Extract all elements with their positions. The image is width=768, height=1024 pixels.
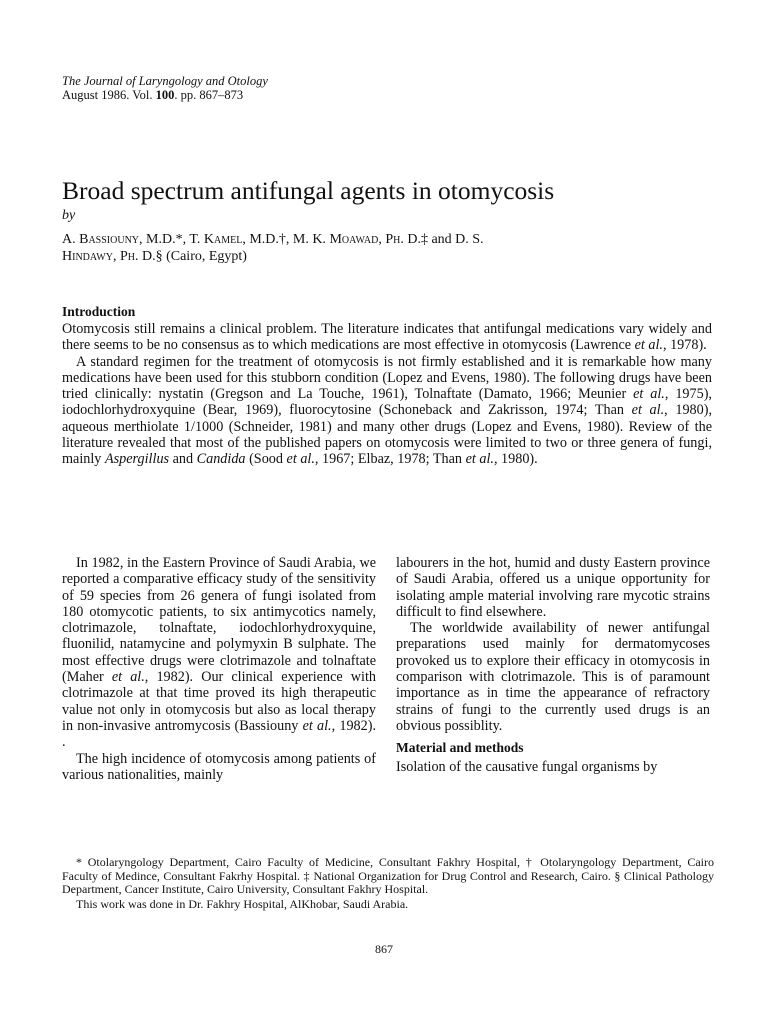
paragraph — [62, 354, 712, 468]
journal-header — [62, 74, 268, 102]
page-number: 867 — [375, 942, 393, 956]
text-run: and — [169, 451, 197, 468]
italic-text: et al. — [465, 451, 494, 468]
volume-number: 100 — [155, 88, 175, 102]
article-title: Broad spectrum antifungal agents in otomycosis — [62, 176, 555, 205]
author-name: Kamel — [203, 232, 243, 247]
author-name: Moawad — [329, 232, 379, 247]
author-text: A. — [62, 232, 80, 247]
italic-text: et al. — [111, 669, 145, 686]
journal-issue — [62, 88, 268, 102]
journal-name: The Journal of Laryngology and Otology — [62, 74, 268, 88]
page-range: . pp. 867–873 — [174, 88, 244, 102]
issue-date: August 1986. Vol. — [62, 88, 156, 102]
author-text: , M.D.†, M. K. — [242, 232, 330, 247]
italic-text: et al. — [634, 337, 663, 354]
section-heading: Introduction — [62, 304, 136, 319]
paragraph: Isolation of the causative fungal organisms by — [396, 759, 658, 776]
text-run: , 1967; Elbaz, 1978; Than — [314, 451, 466, 468]
author-degree: Ph — [385, 232, 401, 247]
author-text: , — [112, 248, 120, 264]
author-degree: Ph — [119, 248, 135, 264]
text-run: , 1975), iodochlorhydroxyquine (Bear, 1969), fluorocytosine (Schoneback and Zakrisson, 1974; Than — [62, 386, 712, 419]
left-column — [62, 555, 376, 783]
introduction-section — [62, 304, 712, 468]
paragraph: The worldwide availability of newer antifungal preparations used mainly for dermatomycoses provoked us to explore their efficacy in otomycosis in comparison with clotrimazole. This is of paramount importance as in time the appearance of refractory strains of fungi to the currently used drugs is an obvious possiblity. — [396, 620, 710, 734]
text-run: A standard regimen for the treatment of otomycosis is not firmly established and it is remarkable how many medications have been used for this stubborn condition (Lopez and Evens, 1980). The following drugs have been tried clinically: nystatin (Gregson and La Touche, 1961), Tolnaftate (Damato, 1966; Meunier — [62, 353, 712, 403]
footnotes — [62, 856, 714, 911]
footnote: * Otolaryngology Department, Cairo Faculty of Medicine, Consultant Fakhry Hospital, † Otolaryngology Department, Cairo Faculty of Medince, Consultant Fakrhy Hospital. ‡ National Organization for Drug Control and Research, Cairo. § Clinical Pathology Department, Cancer Institute, Cairo University, Consultant Fakhry Hospital. — [62, 855, 714, 897]
section-heading: Material and methods — [396, 740, 524, 756]
italic-text: et al. — [286, 451, 315, 468]
author-text: , — [378, 232, 386, 247]
paragraph — [62, 321, 712, 354]
author-text: . D.‡ and D. S. — [400, 232, 484, 247]
paragraph — [62, 555, 376, 751]
footnote: This work was done in Dr. Fakhry Hospital, AlKhobar, Saudi Arabia. — [76, 896, 409, 911]
italic-text: Aspergillus — [104, 451, 170, 468]
italic-text: et al. — [631, 402, 665, 419]
italic-text: et al. — [302, 717, 332, 734]
right-column — [396, 555, 710, 776]
text-run: , 1978). — [662, 337, 707, 354]
byline: by — [62, 208, 76, 223]
italic-text: Candida — [196, 451, 246, 468]
text-run: Otomycosis still remains a clinical problem. The literature indicates that antifungal medications vary widely and there seems to be no consensus as to which medications are most effective in otomycosis (Lawrence — [62, 321, 712, 354]
paragraph: labourers in the hot, humid and dusty Eastern province of Saudi Arabia, offered us a unique opportunity for isolating ample material involving rare mycotic strains difficult to find elsewhere. — [396, 555, 710, 620]
author-text: , M.D.*, T. — [139, 232, 204, 247]
author-text: . D.§ (Cairo, Egypt) — [134, 248, 247, 264]
paragraph: The high incidence of otomycosis among patients of various nationalities, mainly — [62, 750, 376, 783]
author-list — [62, 232, 712, 265]
text-run: In 1982, in the Eastern Province of Saudi Arabia, we reported a comparative efficacy study of the sensitivity of 59 species from 26 genera of fungi isolated from 180 otomycotic patients, to six antimycotics namely, clotrimazole, tolnaftate, iodochlorhydroxyquine, fluonilid, natamycine and polymyxin B sulphate. The most effective drugs were clotrimazole and tolnaftate (Maher — [62, 555, 376, 686]
text-run: (Sood — [245, 451, 287, 468]
author-name: Bassiouny — [79, 232, 140, 247]
italic-text: et al. — [633, 386, 665, 403]
text-run: , 1982). . — [62, 717, 376, 751]
text-run: , 1982). Our clinical experience with clotrimazole at that time proved its high therapeutic value not only in otomycosis but also as local therapy in non-invasive antromycosis (Bassiouny — [62, 669, 376, 734]
text-run: , 1980), aqueous merthiolate 1/1000 (Schneider, 1981) and many other drugs (Lopez and Evens, 1980). Review of the literature revealed that most of the published papers on otomycosis were limited to two or three genera of fungi, mainly — [62, 402, 712, 468]
text-run: , 1980). — [493, 451, 538, 468]
author-name: Hindawy — [62, 248, 113, 264]
